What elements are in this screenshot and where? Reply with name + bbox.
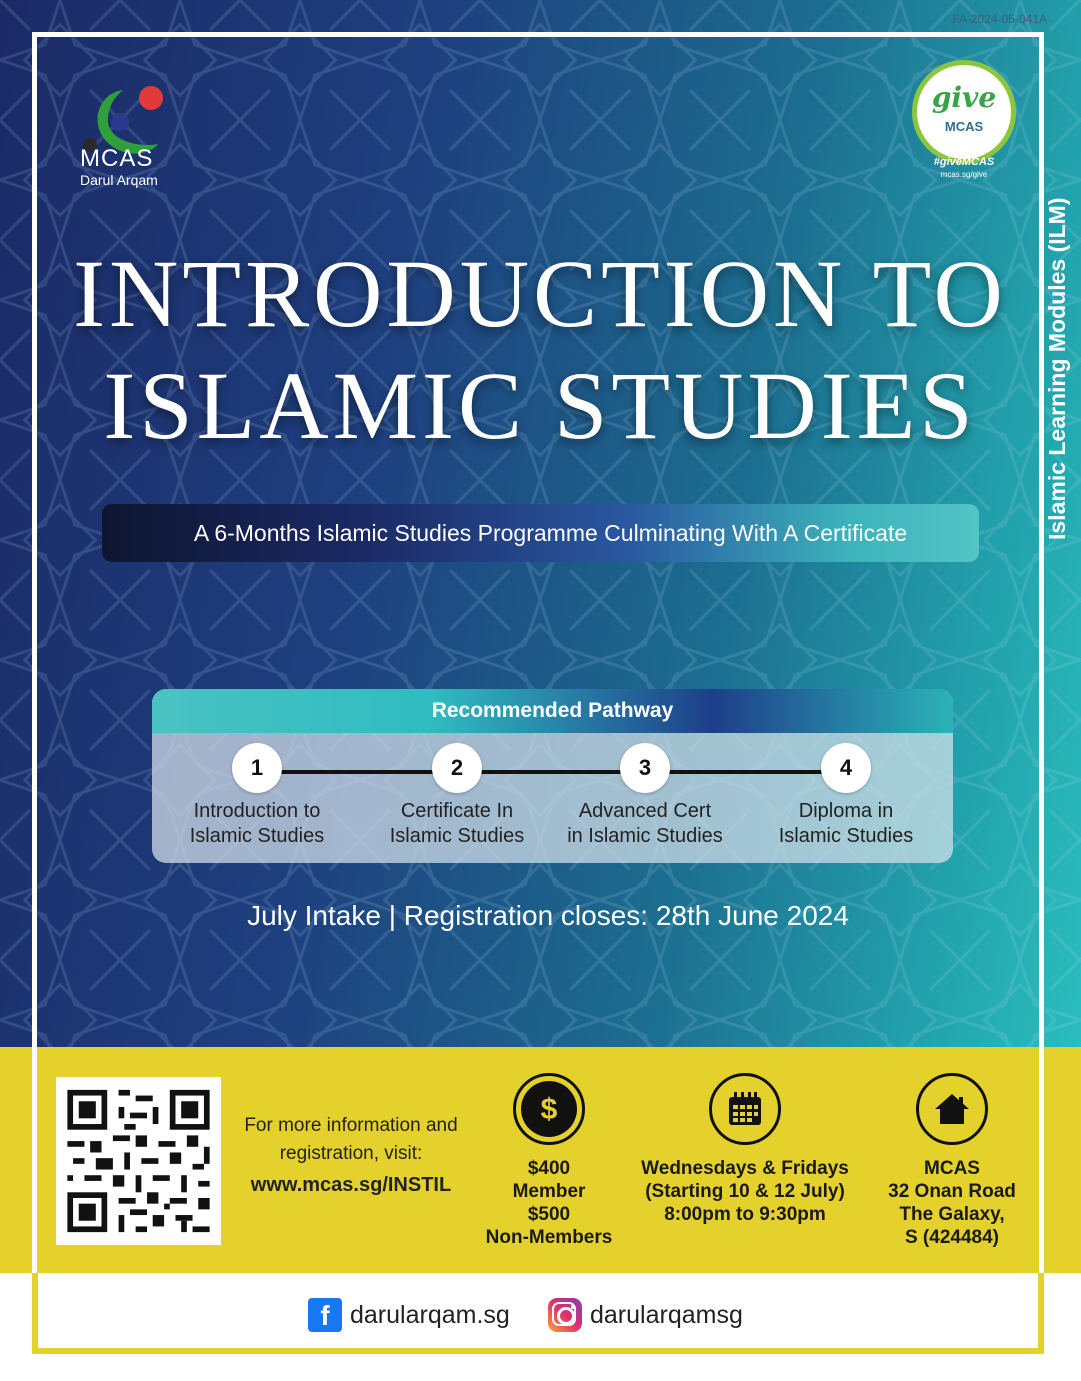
give-word: give [931, 81, 997, 114]
fees-column [478, 1073, 620, 1249]
pathway-step-2 [357, 743, 557, 849]
fees-line: Member [512, 1181, 586, 1202]
subtitle-bar: A 6-Months Islamic Studies Programme Culminating With A Certificate [102, 504, 979, 562]
step-label-line: Islamic Studies [778, 825, 914, 847]
home-icon [916, 1073, 988, 1145]
venue-line: The Galaxy, [899, 1204, 1005, 1225]
step-number: 4 [821, 743, 871, 793]
venue-line: MCAS [924, 1158, 980, 1179]
fees-line: $500 [527, 1204, 571, 1225]
facebook-icon: f [308, 1298, 342, 1332]
info-block [228, 1112, 474, 1200]
intake-text: July Intake | Registration closes: 28th June 2024 [247, 900, 849, 931]
schedule-line: Wednesdays & Fridays [641, 1158, 849, 1179]
step-label-line: Diploma in [798, 800, 894, 822]
give-badge [912, 60, 1016, 164]
fees-text [478, 1157, 620, 1249]
title-line-1: INTRODUCTION TO [73, 240, 1007, 347]
info-line-1: For more information and [244, 1115, 458, 1136]
step-number: 3 [620, 743, 670, 793]
give-url: mcas.sg/give [940, 170, 988, 179]
pathway-step-1 [157, 743, 357, 849]
step-label-line: Advanced Cert [578, 800, 712, 822]
facebook-link[interactable] [308, 1296, 510, 1334]
step-label [357, 799, 557, 849]
step-label-line: Certificate In [400, 800, 514, 822]
venue-line: S (424484) [904, 1227, 999, 1248]
instagram-link[interactable] [548, 1296, 743, 1334]
instagram-handle: darularqamsg [590, 1300, 743, 1329]
logo-text [80, 146, 158, 188]
step-label-line: Introduction to [193, 800, 321, 822]
doc-reference: FA-2024-05-041A [952, 12, 1047, 26]
dollar-icon: $ [513, 1073, 585, 1145]
step-label [746, 799, 946, 849]
facebook-handle: darularqam.sg [350, 1300, 510, 1329]
step-label-line: in Islamic Studies [567, 825, 723, 847]
qr-code-icon[interactable] [56, 1077, 221, 1245]
side-label: Islamic Learning Modules (ILM) [1044, 197, 1070, 540]
venue-text [873, 1157, 1031, 1249]
logo-sub: Darul Arqam [80, 172, 158, 188]
venue-line: 32 Onan Road [888, 1181, 1016, 1202]
pathway-step-4 [746, 743, 946, 849]
instagram-icon [548, 1298, 582, 1332]
fees-line: Non-Members [485, 1227, 613, 1248]
step-label [157, 799, 357, 849]
title-line-2: ISLAMIC STUDIES [103, 352, 977, 459]
step-label [545, 799, 745, 849]
schedule-column [625, 1073, 865, 1226]
logo-name: MCAS [80, 145, 154, 172]
fees-line: $400 [527, 1158, 571, 1179]
calendar-icon [709, 1073, 781, 1145]
give-hashtag: #giveMCAS [933, 156, 995, 168]
schedule-line: 8:00pm to 9:30pm [664, 1204, 826, 1225]
pathway-panel [152, 689, 953, 863]
step-number: 1 [232, 743, 282, 793]
schedule-text [625, 1157, 865, 1226]
venue-column [873, 1073, 1031, 1249]
yellow-frame [32, 1273, 1044, 1354]
pathway-heading: Recommended Pathway [152, 689, 953, 733]
info-line-2: registration, visit: [279, 1143, 423, 1164]
info-url-link[interactable]: www.mcas.sg/INSTIL [250, 1174, 452, 1196]
step-number: 2 [432, 743, 482, 793]
pathway-step-3 [545, 743, 745, 849]
step-label-line: Islamic Studies [389, 825, 525, 847]
schedule-line: (Starting 10 & 12 July) [645, 1181, 845, 1202]
give-sub: MCAS [944, 119, 984, 134]
step-label-line: Islamic Studies [189, 825, 325, 847]
